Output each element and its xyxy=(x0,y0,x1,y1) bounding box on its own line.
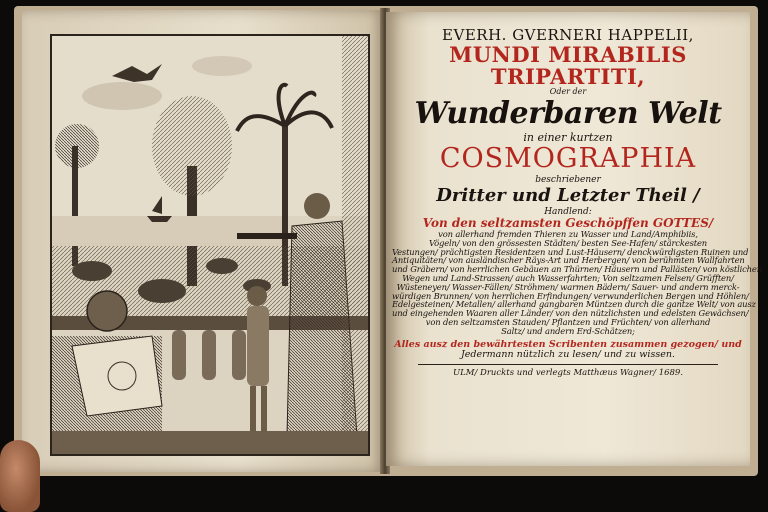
frontispiece-engraving xyxy=(50,34,370,456)
body-line: von allerhand fremden Thieren zu Wasser und Land/Amphibiis, xyxy=(438,228,698,239)
beschriebener-line: beschriebener xyxy=(535,174,601,185)
imprint-line: ULM/ Druckts und verlegts Matthæus Wagner/ 1689. xyxy=(452,367,684,378)
body-line: Wegen und Land-Strassen/ auch Wasserfahrten; Von seltzamen Felsen/ Grüfften/ xyxy=(402,273,734,284)
body-line: Saltz/ und andern Erd-Schätzen; xyxy=(501,325,635,336)
handlend-line: Handlend: xyxy=(544,206,592,217)
author-line: EVERH. GVERNERI HAPPELII, xyxy=(442,26,694,44)
cosmographia: COSMOGRAPHIA xyxy=(439,143,697,175)
body-line: Vögeln/ von den grössesten Städten/ besten See-Hafen/ stärckesten xyxy=(428,237,708,248)
body-line: von den seltzamsten Stauden/ Pflantzen und Früchten/ von allerhand xyxy=(425,317,711,328)
oder-line: Oder der xyxy=(549,86,587,96)
body-line: Wüsteneyen/ Wasser-Fällen/ Ströhmen/ warmen Bädern/ Sauer- und andern merck- xyxy=(396,281,740,292)
thumb-holding-book xyxy=(0,440,40,512)
von-gottes-line: Von den seltzamsten Geschöpffen GOTTES/ xyxy=(422,216,714,231)
body-line: und eingehenden Waaren aller Länder/ von den nützlichsten und edelsten Gewächsen/ xyxy=(392,308,749,319)
wunderbaren-welt: Wunderbaren Welt xyxy=(414,96,722,132)
title-line-1: MUNDI MIRABILIS xyxy=(449,41,687,67)
body-line: und Gräbern/ von herrlichen Gebäuen an Thürnen/ Häusern und Pallästen/ von köstlichen xyxy=(392,264,762,275)
body-line: Antiquitäten/ von ausländischer Räys-Art und Herbergen/ von berühmten Wallfahrten xyxy=(392,255,745,266)
body-line: Vestungen/ prächtigsten Residentzen und Lust-Häusern/ denckwürdigsten Ruinen und xyxy=(392,246,749,257)
title-line-2: TRIPARTITI, xyxy=(490,63,646,89)
title-page-text xyxy=(392,22,762,462)
divider-rule xyxy=(418,364,718,365)
kurtzen-line: in einer kurtzen xyxy=(523,130,613,144)
dritter-theil: Dritter und Letzter Theil / xyxy=(436,185,700,207)
body-line: Edelgesteinen/ Metallen/ allerhand gangbaren Müntzen durch die gantze Welt/ von ausz xyxy=(392,299,756,310)
jedermann-line: Jedermann nützlich zu lesen/ und zu wissen. xyxy=(460,348,675,360)
engraving-illustration xyxy=(52,36,368,454)
body-line: würdigen Brunnen/ von herrlichen Erfindungen/ verwunderlichen Bergen und Höhlen/ xyxy=(392,290,749,301)
alles-line: Alles ausz den bewährtesten Scribenten zusammen gezogen/ und xyxy=(394,338,742,350)
